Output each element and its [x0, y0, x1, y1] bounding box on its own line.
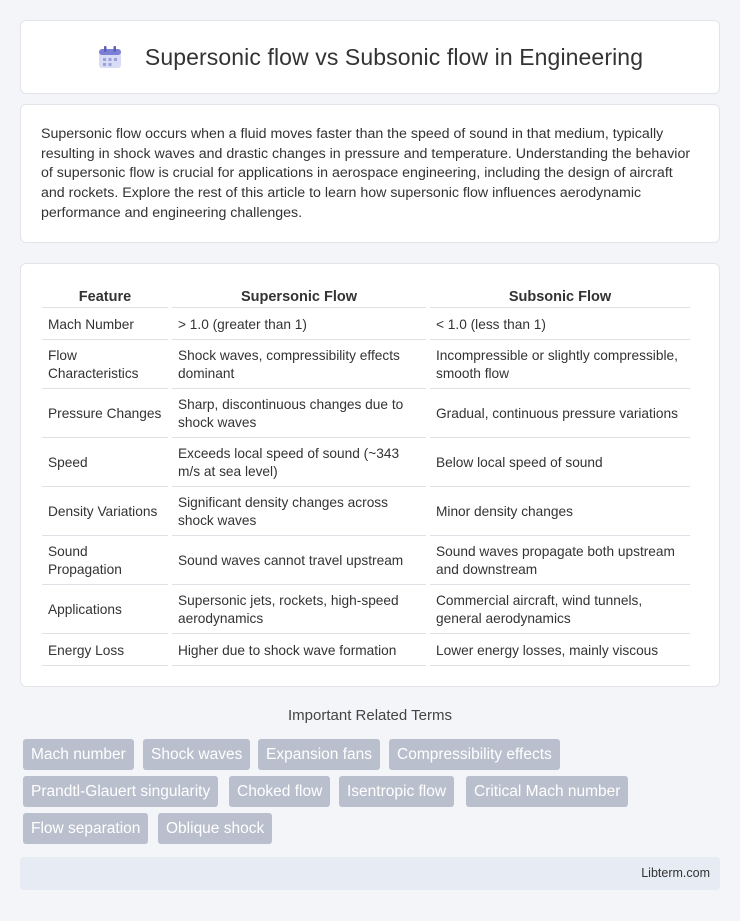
term-tag[interactable]: Expansion fans: [258, 739, 380, 770]
supersonic-cell: Significant density changes across shock waves: [172, 489, 426, 536]
supersonic-cell: Sound waves cannot travel upstream: [172, 538, 426, 585]
term-tag[interactable]: Isentropic flow: [339, 776, 454, 807]
feature-cell: Mach Number: [42, 310, 168, 340]
term-tag[interactable]: Shock waves: [143, 739, 250, 770]
feature-cell: Pressure Changes: [42, 391, 168, 438]
feature-cell: Energy Loss: [42, 636, 168, 666]
table-row: [42, 391, 690, 438]
header-feature: Feature: [42, 284, 168, 308]
subsonic-cell: Gradual, continuous pressure variations: [430, 391, 690, 438]
term-tag[interactable]: Flow separation: [23, 813, 148, 844]
related-terms-heading: Important Related Terms: [288, 707, 452, 724]
supersonic-cell: Higher due to shock wave formation: [172, 636, 426, 666]
comparison-table: [38, 282, 694, 668]
subsonic-cell: < 1.0 (less than 1): [430, 310, 690, 340]
supersonic-cell: Shock waves, compressibility effects dominant: [172, 342, 426, 389]
comparison-card: [20, 263, 720, 687]
table-header-row: [42, 284, 690, 308]
supersonic-cell: > 1.0 (greater than 1): [172, 310, 426, 340]
footer: [20, 857, 720, 890]
subsonic-cell: Below local speed of sound: [430, 440, 690, 487]
supersonic-cell: Sharp, discontinuous changes due to shock waves: [172, 391, 426, 438]
feature-cell: Density Variations: [42, 489, 168, 536]
table-row: [42, 310, 690, 340]
calendar-icon: [97, 44, 123, 70]
term-tag[interactable]: Compressibility effects: [389, 739, 560, 770]
table-row: [42, 587, 690, 634]
subsonic-cell: Minor density changes: [430, 489, 690, 536]
feature-cell: Applications: [42, 587, 168, 634]
footer-site-link[interactable]: Libterm.com: [641, 866, 710, 880]
intro-paragraph: Supersonic flow occurs when a fluid moves faster than the speed of sound in that medium, typically resulting in shock waves and drastic changes in pressure and temperature. Understanding the behavior of supersonic flow is crucial for applications in aerospace engineering, including the design of aircraft and rockets. Explore the rest of this article to learn how supersonic flow influences aerodynamic performance and engineering challenges.: [41, 126, 691, 221]
table-row: [42, 489, 690, 536]
supersonic-cell: Exceeds local speed of sound (~343 m/s at sea level): [172, 440, 426, 487]
table-row: [42, 440, 690, 487]
feature-cell: Flow Characteristics: [42, 342, 168, 389]
feature-cell: Speed: [42, 440, 168, 487]
feature-cell: Sound Propagation: [42, 538, 168, 585]
intro-card: [20, 104, 720, 243]
term-tag[interactable]: Oblique shock: [158, 813, 272, 844]
term-tag[interactable]: Choked flow: [229, 776, 330, 807]
header-subsonic: Subsonic Flow: [430, 284, 690, 308]
subsonic-cell: Lower energy losses, mainly viscous: [430, 636, 690, 666]
page-title: Supersonic flow vs Subsonic flow in Engineering: [144, 43, 644, 70]
term-tag[interactable]: Mach number: [23, 739, 134, 770]
subsonic-cell: Sound waves propagate both upstream and downstream: [430, 538, 690, 585]
term-tag[interactable]: Prandtl-Glauert singularity: [23, 776, 218, 807]
title-card: [20, 20, 720, 94]
subsonic-cell: Incompressible or slightly compressible, smooth flow: [430, 342, 690, 389]
term-tag[interactable]: Critical Mach number: [466, 776, 628, 807]
supersonic-cell: Supersonic jets, rockets, high-speed aerodynamics: [172, 587, 426, 634]
table-row: [42, 342, 690, 389]
table-row: [42, 538, 690, 585]
header-supersonic: Supersonic Flow: [172, 284, 426, 308]
subsonic-cell: Commercial aircraft, wind tunnels, general aerodynamics: [430, 587, 690, 634]
table-row: [42, 636, 690, 666]
